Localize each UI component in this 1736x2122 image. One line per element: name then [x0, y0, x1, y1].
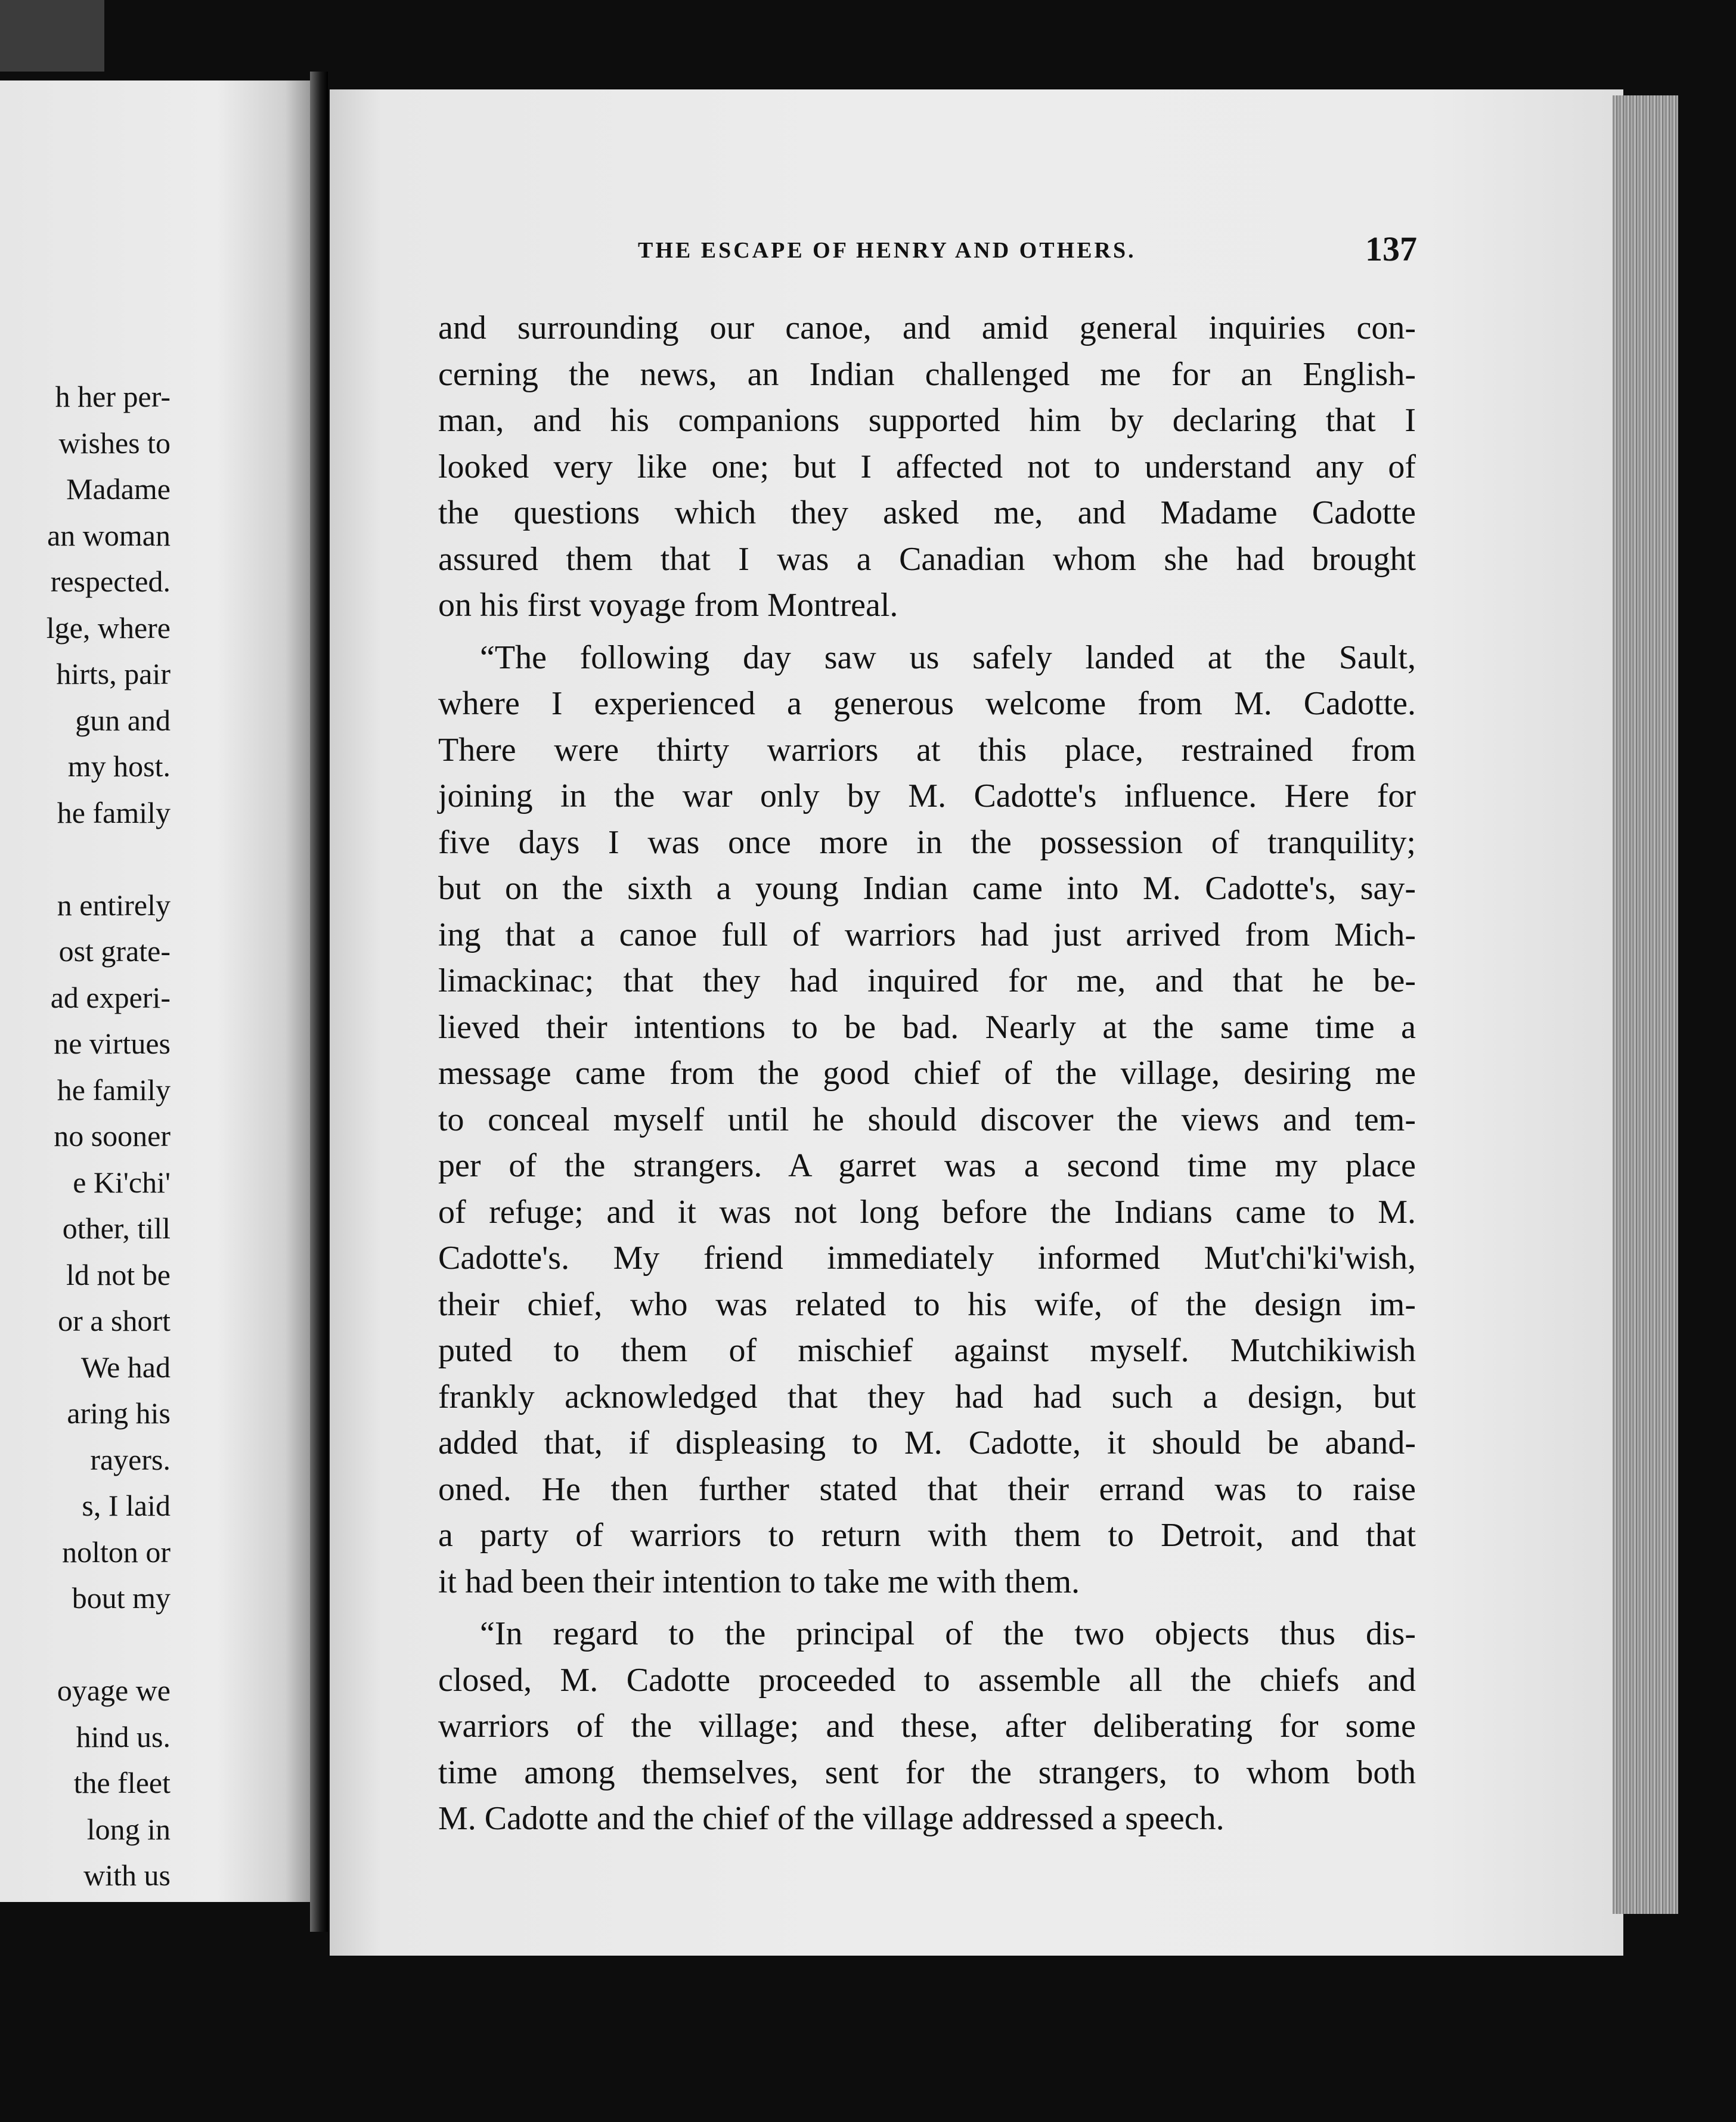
page-number: 137 — [1365, 230, 1417, 268]
text-line: on his first voyage from Montreal. — [438, 587, 898, 624]
left-page-line: lge, where — [46, 611, 170, 645]
text-line: it had been their intention to take me with them. — [438, 1563, 1080, 1600]
text-line: “In regard to the principal of the two objects thus dis- — [480, 1615, 1416, 1652]
paragraph — [438, 305, 1416, 629]
text-line: and surrounding our canoe, and amid general inquiries con- — [438, 309, 1416, 346]
text-line: closed, M. Cadotte proceeded to assemble all the chiefs and — [438, 1661, 1416, 1699]
text-line: of refuge; and it was not long before the Indians came to M. — [438, 1193, 1416, 1231]
left-page-line: gun and — [75, 703, 170, 737]
left-page-line: hind us. — [76, 1720, 170, 1754]
text-line: Cadotte's. My friend immediately informed Mut'chi'ki'wish, — [438, 1240, 1416, 1277]
left-page-line: h her per- — [55, 380, 170, 413]
text-line: where I experienced a generous welcome from M. Cadotte. — [438, 685, 1416, 722]
text-line: limackinac; that they had inquired for me, and that he be- — [438, 962, 1416, 999]
text-line: message came from the good chief of the village, desiring me — [438, 1055, 1416, 1092]
left-page-line: hirts, pair — [56, 657, 170, 690]
text-line: added that, if displeasing to M. Cadotte, it should be aband- — [438, 1424, 1416, 1461]
text-line: per of the strangers. A garret was a second time my place — [438, 1147, 1416, 1184]
scanner-edge-mark — [0, 0, 104, 72]
left-page-line: he family — [57, 795, 170, 829]
text-line: “The following day saw us safely landed at the Sault, — [480, 639, 1416, 676]
left-page-line: rayers. — [90, 1442, 170, 1476]
text-line: M. Cadotte and the chief of the village addressed a speech. — [438, 1800, 1224, 1837]
left-page-line: my host. — [67, 749, 170, 783]
text-line: joining in the war only by M. Cadotte's influence. Here for — [438, 777, 1416, 814]
text-line: ing that a canoe full of warriors had just arrived from Mich- — [438, 916, 1416, 953]
text-line: the questions which they asked me, and Madame Cadotte — [438, 494, 1416, 531]
left-page-line: nolton or — [62, 1535, 170, 1569]
left-page-line: ld not be — [66, 1257, 170, 1291]
text-line: warriors of the village; and these, after deliberating for some — [438, 1708, 1416, 1745]
paragraph — [438, 1611, 1416, 1842]
left-page-line: respected. — [50, 565, 170, 598]
text-line: lieved their intentions to be bad. Nearly at the same time a — [438, 1008, 1416, 1046]
text-line: assured them that I was a Canadian whom she had brought — [438, 540, 1416, 578]
left-page-line: an woman — [47, 518, 170, 552]
running-head: THE ESCAPE OF HENRY AND OTHERS. — [638, 238, 1136, 263]
text-line: puted to them of mischief against myself. Mutchikiwish — [438, 1332, 1416, 1369]
left-page-line: with us — [83, 1858, 170, 1892]
left-page-line: wishes to — [58, 426, 170, 460]
text-line: to conceal myself until he should discover the views and tem- — [438, 1101, 1416, 1138]
left-page-line: e Ki'chi' — [73, 1165, 170, 1199]
left-page-line: oyage we — [57, 1674, 170, 1707]
left-page-line: he family — [57, 1073, 170, 1107]
left-page-line: or a short — [58, 1304, 170, 1337]
left-page-line: ne virtues — [54, 1027, 170, 1060]
left-page-line: no sooner — [54, 1119, 170, 1153]
text-line: man, and his companions supported him by declaring that I — [438, 402, 1416, 439]
text-line: a party of warriors to return with them to Detroit, and that — [438, 1517, 1416, 1554]
page-fore-edge — [1613, 95, 1678, 1914]
text-line: their chief, who was related to his wife, of the design im- — [438, 1285, 1416, 1323]
text-line: frankly acknowledged that they had had such a design, but — [438, 1378, 1416, 1415]
left-page-line: n entirely — [57, 888, 170, 922]
text-line: cerning the news, an Indian challenged me for an English- — [438, 355, 1416, 393]
body-text — [438, 305, 1416, 1848]
text-line: time among themselves, sent for the strangers, to whom both — [438, 1754, 1416, 1791]
left-page-line: other, till — [62, 1212, 170, 1245]
left-page-line: s, I laid — [82, 1489, 170, 1522]
book-gutter — [310, 72, 328, 1932]
left-page-line: We had — [80, 1350, 170, 1384]
left-page-line: ad experi- — [50, 980, 170, 1014]
left-page-line: ost grate- — [58, 934, 170, 968]
text-line: There were thirty warriors at this place, restrained from — [438, 731, 1416, 769]
text-line: oned. He then further stated that their errand was to raise — [438, 1470, 1416, 1508]
text-line: five days I was once more in the possession of tranquility; — [438, 823, 1416, 861]
left-page-line: the fleet — [73, 1766, 170, 1799]
text-line: but on the sixth a young Indian came into M. Cadotte's, say- — [438, 870, 1416, 907]
left-page — [0, 80, 310, 1902]
left-page-line: Madame — [66, 472, 170, 506]
text-line: looked very like one; but I affected not to understand any of — [438, 448, 1416, 485]
left-page-line: bout my — [72, 1581, 170, 1615]
left-page-line: long in — [86, 1812, 170, 1846]
paragraph — [438, 635, 1416, 1606]
left-page-line: aring his — [67, 1396, 170, 1430]
